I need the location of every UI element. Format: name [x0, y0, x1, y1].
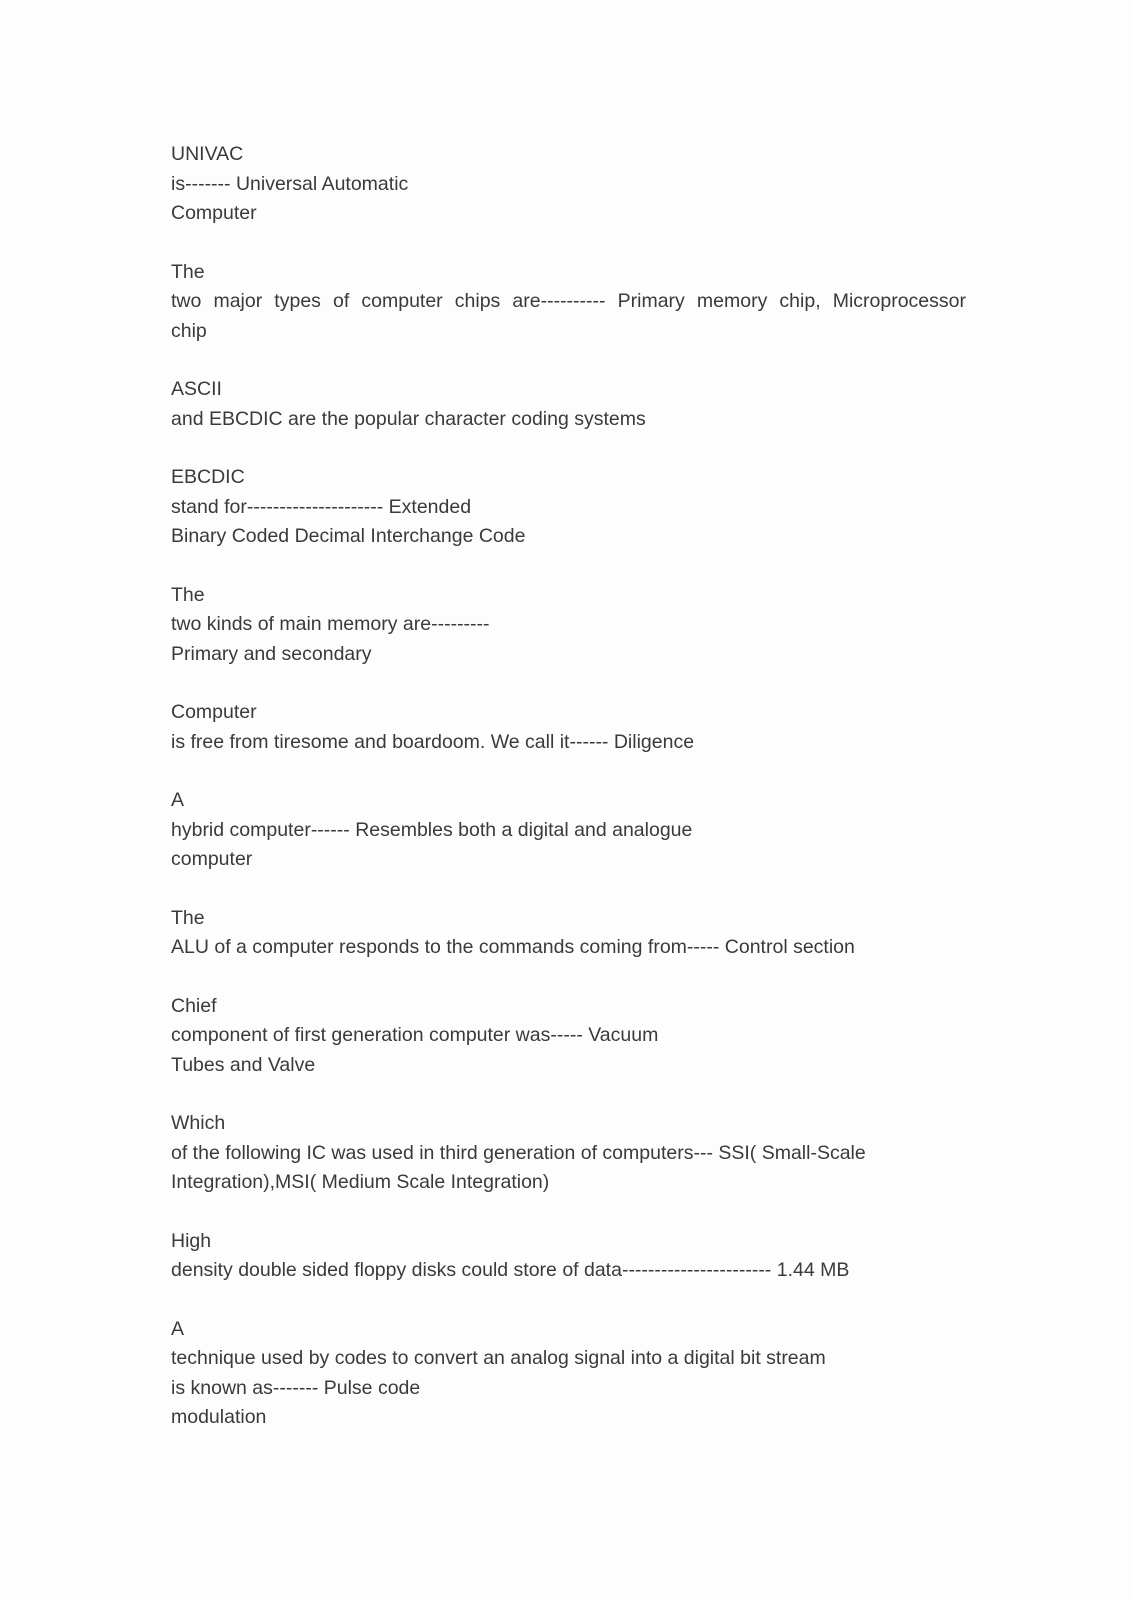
- qa-entry-ascii: [171, 375, 966, 434]
- text-line: is free from tiresome and boardoom. We call it------ Diligence: [171, 730, 695, 753]
- qa-entry-first-generation: [171, 992, 966, 1081]
- text-line: Primary and secondary: [171, 642, 372, 665]
- text-line: A: [171, 789, 185, 811]
- text-line: modulation: [171, 1406, 267, 1428]
- text-line: ASCII: [171, 378, 222, 400]
- qa-entry-third-generation-ic: [171, 1109, 966, 1198]
- text-line: EBCDIC: [171, 466, 245, 488]
- qa-entry-alu: [171, 904, 966, 963]
- text-line: The: [171, 906, 205, 929]
- qa-entry-floppy-disk: [171, 1227, 966, 1286]
- text-line: Tubes and Valve: [171, 1053, 316, 1076]
- qa-entry-ebcdic: [171, 463, 966, 552]
- text-line: is------- Universal Automatic: [171, 172, 409, 195]
- text-line: chip: [171, 319, 207, 342]
- text-line: two major types of computer chips are---------- Primary memory chip, Microprocessor: [171, 290, 966, 312]
- text-line: Binary Coded Decimal Interchange Code: [171, 525, 526, 547]
- text-line: two kinds of main memory are---------: [171, 613, 490, 635]
- qa-entry-computer-chips: [171, 258, 966, 347]
- text-line: and EBCDIC are the popular character coding systems: [171, 407, 646, 430]
- qa-entry-hybrid-computer: [171, 786, 966, 875]
- qa-entry-pulse-code-modulation: [171, 1315, 966, 1433]
- text-line: component of first generation computer was----- Vacuum: [171, 1024, 659, 1046]
- text-line: computer: [171, 848, 253, 870]
- text-line: ALU of a computer responds to the commands coming from----- Control section: [171, 936, 855, 958]
- text-line: hybrid computer------ Resembles both a digital and analogue: [171, 818, 693, 841]
- qa-entry-diligence: [171, 698, 966, 757]
- qa-entry-univac: [171, 140, 966, 229]
- text-line: Integration),MSI( Medium Scale Integration): [171, 1171, 550, 1193]
- text-line: is known as------- Pulse code: [171, 1376, 421, 1399]
- text-line: A: [171, 1317, 185, 1340]
- text-line: The: [171, 583, 205, 606]
- document-body: [171, 140, 966, 1462]
- text-line: Computer: [171, 202, 257, 224]
- text-line: density double sided floppy disks could store of data----------------------- 1.44 MB: [171, 1259, 850, 1281]
- text-line: of the following IC was used in third generation of computers--- SSI( Small-Scale: [171, 1141, 866, 1164]
- text-line: technique used by codes to convert an analog signal into a digital bit stream: [171, 1347, 826, 1369]
- text-line: stand for--------------------- Extended: [171, 495, 472, 518]
- text-line: Chief: [171, 994, 217, 1017]
- text-line: High: [171, 1229, 212, 1252]
- text-line: UNIVAC: [171, 143, 244, 165]
- text-line: The: [171, 260, 205, 283]
- text-line: Which: [171, 1112, 226, 1134]
- text-line: Computer: [171, 701, 257, 723]
- qa-entry-main-memory: [171, 581, 966, 670]
